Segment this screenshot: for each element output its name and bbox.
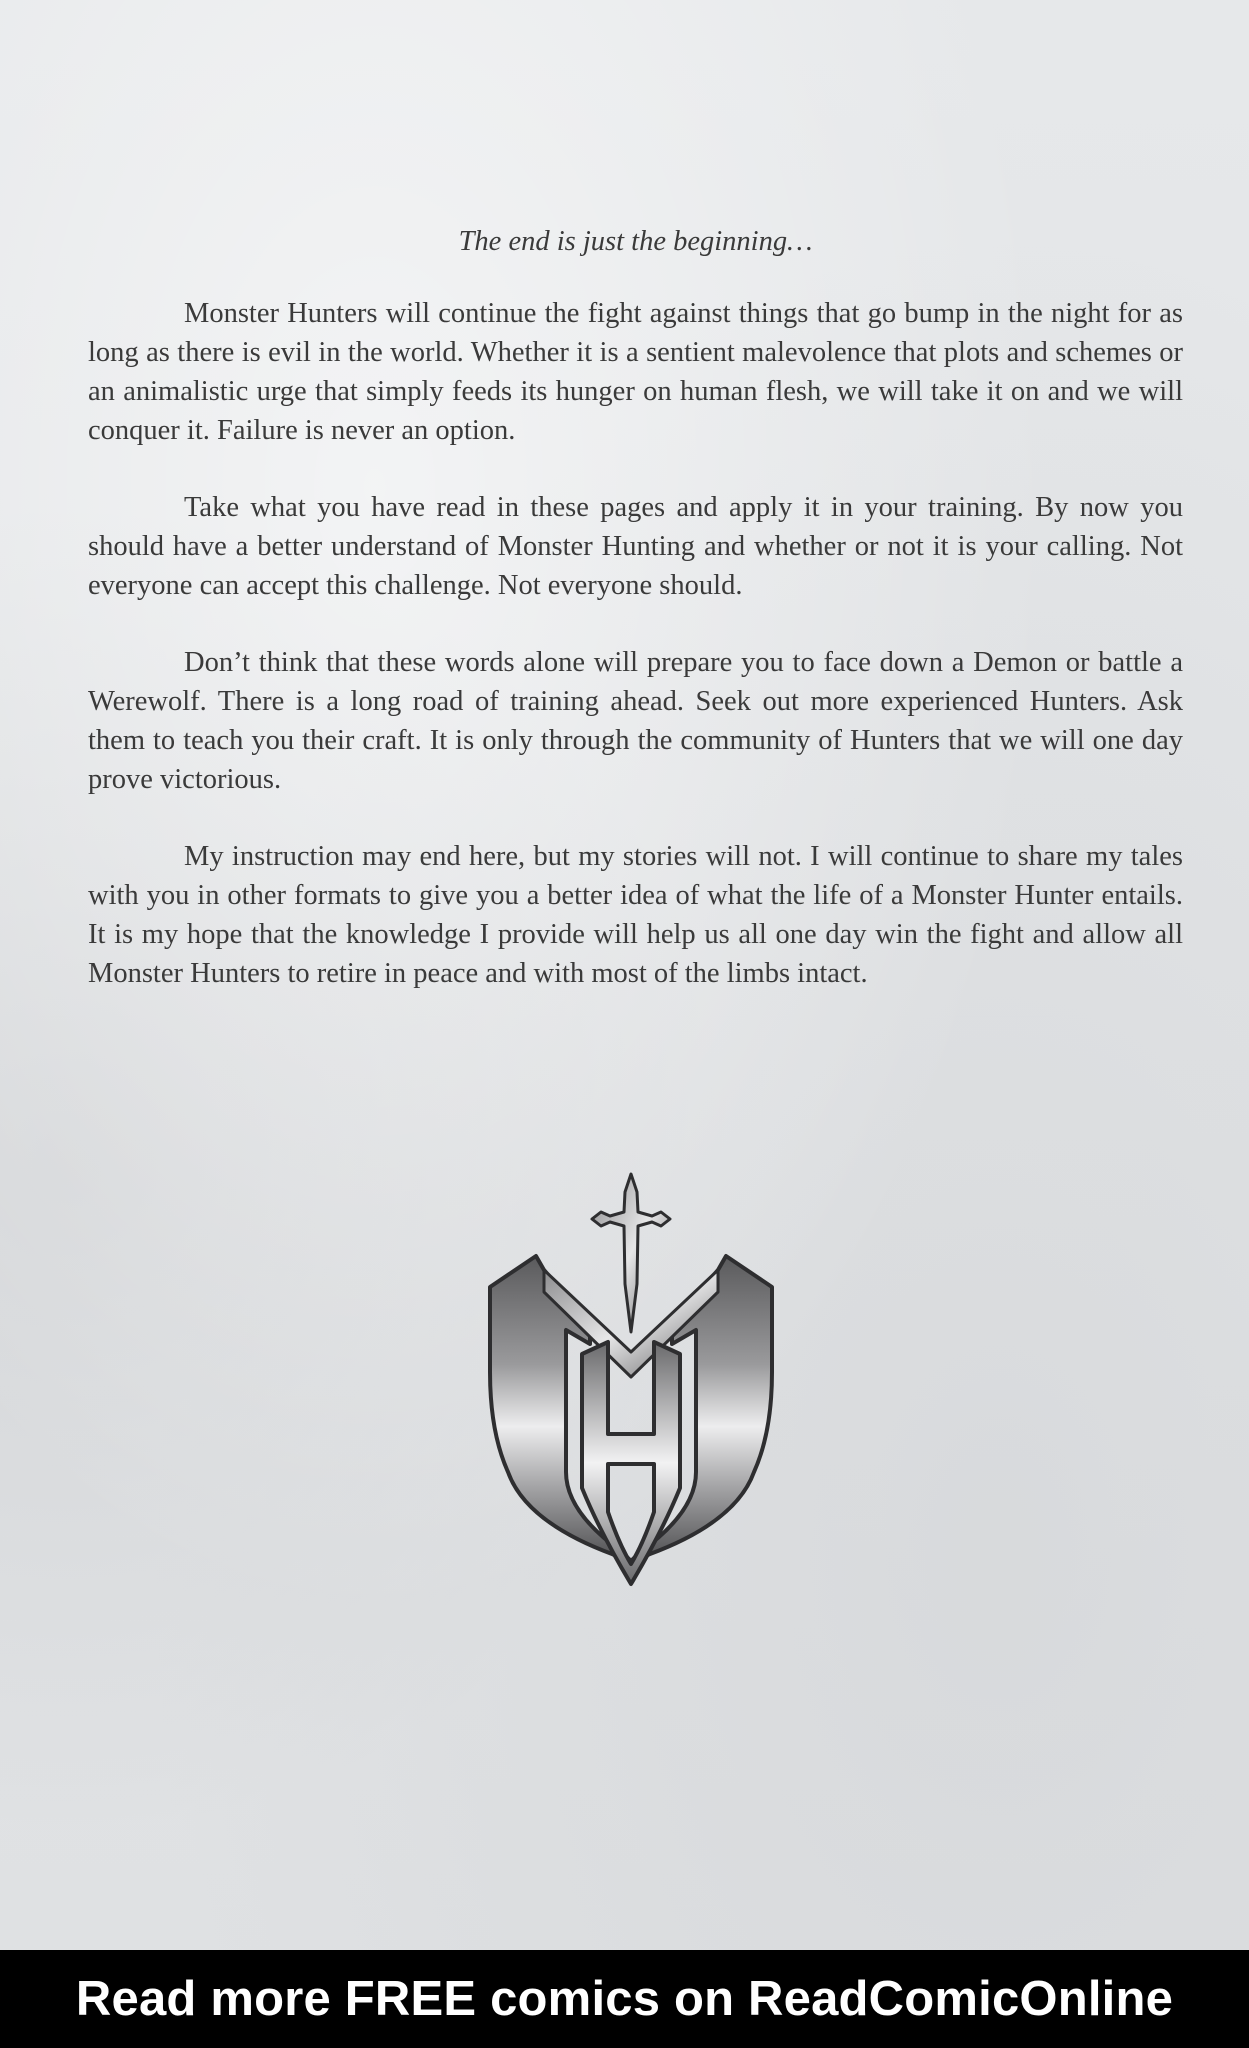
- promo-banner[interactable]: [0, 1950, 1249, 2048]
- paragraph: Take what you have read in these pages and apply it in your training. By now you should have a better understand of Monster Hunting and whether or not it is your calling. Not everyone can accept this challenge. Not everyone should.: [88, 492, 1183, 601]
- paragraph: Don’t think that these words alone will prepare you to face down a Demon or battle a Werewolf. There is a long road of training ahead. Seek out more experienced Hunters. Ask them to teach you their craft. It is only through the community of Hunters that we will one day prove victorious.: [88, 647, 1183, 795]
- promo-banner-text[interactable]: Read more FREE comics on ReadComicOnline: [75, 1972, 1174, 2026]
- paragraph: Monster Hunters will continue the fight against things that go bump in the night for as long as there is evil in the world. Whether it is a sentient malevolence that plots and schemes or an animalistic urge that simply feeds its hunger on human flesh, we will take it on and we will conquer it. Failure is never an option.: [88, 298, 1183, 446]
- page-text: [88, 222, 1183, 1031]
- paragraph: My instruction may end here, but my stories will not. I will continue to share my tales with you in other formats to give you a better idea of what the life of a Monster Hunter entails. It is my hope that the knowledge I provide will help us all one day win the fight and allow all Monster Hunters to retire in peace and with most of the limbs intact.: [88, 841, 1183, 989]
- page-heading: The end is just the beginning…: [458, 226, 813, 257]
- mh-cross-emblem-icon: [486, 1172, 776, 1588]
